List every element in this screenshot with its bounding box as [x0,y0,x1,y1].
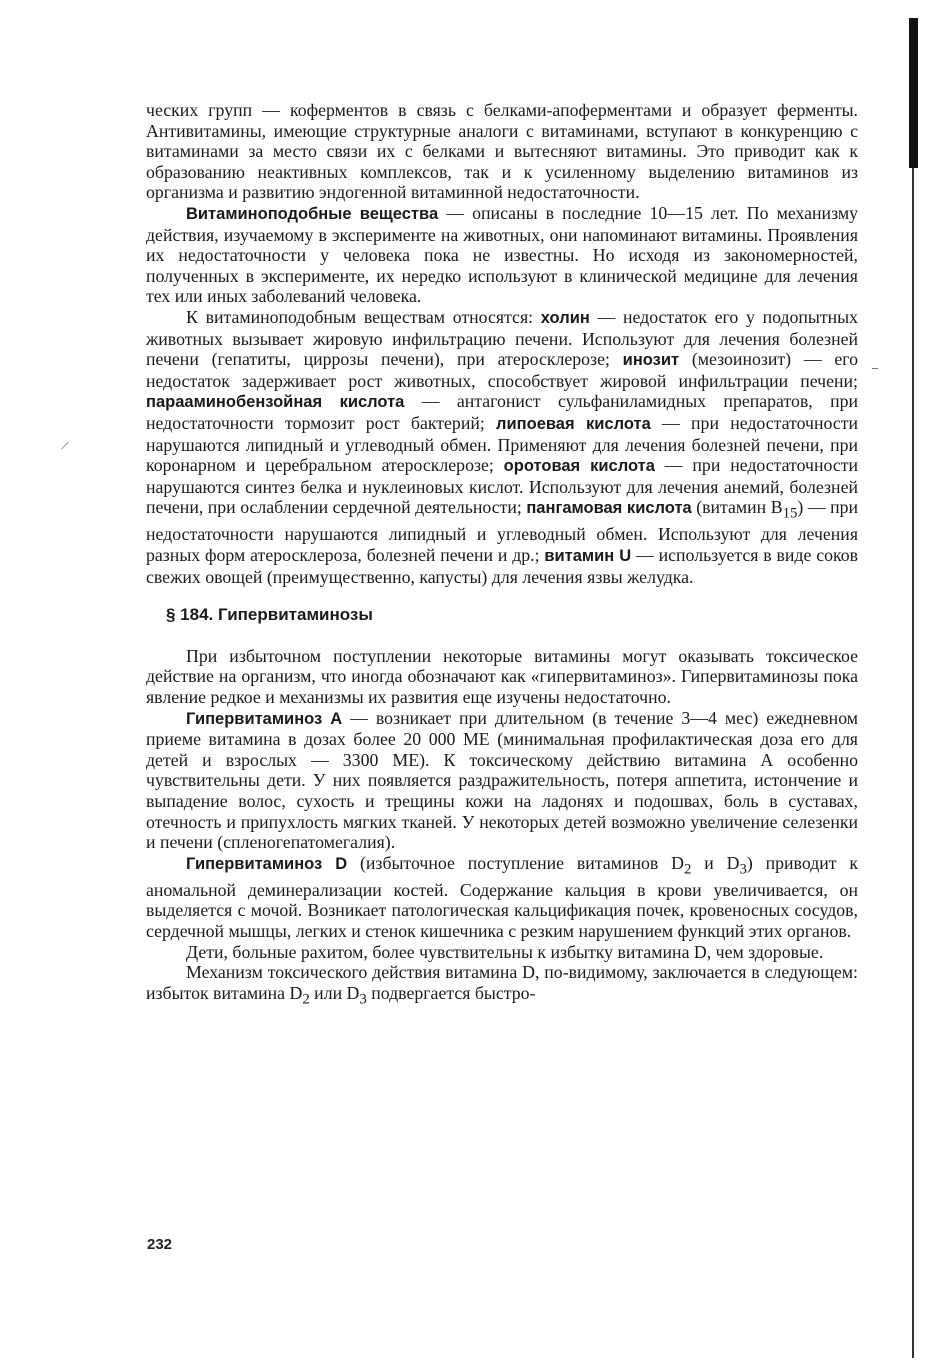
term-inositol: инозит [622,351,680,370]
text-run: — используется в виде соков свежих овощей (преимущественно, капусты) для лечения язвы желудка. [146,545,859,587]
paragraph-hypervitaminosis-intro: При избыточном поступлении некоторые витамины могут оказывать токсическое действие на организм, что иногда обозначают как «гипервитаминоз». Гипервитаминозы пока явление редкое и механизмы их развития еще изучены недостаточно. [146,645,858,707]
term-hypervitaminosis-a: Гипервитаминоз А [186,709,343,728]
text-run: — антагонист сульфаниламидных препаратов, при недостаточности тормозит рост бактерий; [146,391,859,433]
section-heading: § 184. Гипервитаминозы [166,605,373,625]
page-edge-line [912,168,914,1358]
text-run: — при недостаточности нарушаются липидный и углеводный обмен. Применяют для лечения болезней печени, при коронарном и церебральном атеросклерозе; [146,412,858,476]
paragraph-rickets: Дети, больные рахитом, более чувствительны к избытку витамина D, чем здоровые. [186,941,824,962]
subscript: 15 [782,505,798,522]
text-run: (мезоинозит) — его недостаток задерживает рост животных, способствует жировой инфильтрации печени; [146,349,858,391]
text-run: подвергается быстро- [366,982,536,1003]
text-run: ) — при недостаточности нарушаются липидный и углеводный обмен. Используют для лечения разных форм атеросклероза, болезней печени и др.; [146,497,859,566]
text-run: ) приводит к аномальной деминерализации костей. Содержание кальция в крови увеличивается, он выделяется с мочой. Возникает патологическая кальцификация почек, кровеносных сосудов, сердечной мышцы, легких и стенок кишечника с резким нарушением функций этих органов. [146,852,859,942]
term-orotic-acid: оротовая кислота [503,457,655,476]
text-run: Механизм токсического действия витамина D, по-видимому, заключается в следующем: избыток витамина D [146,962,858,1003]
term-choline: холин [540,308,590,327]
text-run: — недостаток его у подопытных животных вызывает жировую инфильтрацию печени. Используют для лечения болезней печени (гепатиты, циррозы печени), при атеросклерозе; [146,306,858,370]
page-edge-bar [909,18,918,168]
subscript: 2 [302,991,310,1008]
subscript: 3 [359,991,367,1008]
scan-mark [872,368,878,369]
text-run: или D [309,982,360,1003]
text-run: (витамин B [691,497,783,518]
term-vitamin-u: витамин U [544,547,632,566]
subscript: 2 [683,861,692,878]
paragraph-text: — возникает при длительном (в течение 3—4 мес) ежедневном приеме витамина в дозах более 20 000 МЕ (минимальная профилактическая доза его для детей и взрослых — 3300 МЕ). К токсическому действию витамина А особенно чувствительны дети. У них появляется раздражительность, потеря аппетита, истончение и выпадение волос, сухость и трещины кожи на ладонях и подошвах, боль в суставах, отечность и припухлость мягких тканей. У некоторых детей возможно увеличение селезенки и печени (спленогепатомегалия). [146,707,858,853]
scan-mark [61,442,69,450]
text-run: К витаминоподобным веществам относятся: [186,306,541,327]
text-run: и D [691,852,740,873]
subscript: 3 [739,861,747,878]
text-run: — при недостаточности нарушаются синтез белка и нуклеиновых кислот. Используют для лечения анемий, болезней печени, при ослаблении сердечной деятельности; [146,455,858,518]
paragraph-mechanism [146,962,858,1010]
term-hypervitaminosis-d: Гипервитаминоз D [186,854,348,873]
term-vitamin-like: Витаминоподобные вещества [186,204,439,223]
text-run: (избыточное поступление витаминов D [347,852,684,873]
term-paba: парааминобензойная кислота [146,393,405,412]
paragraph-antivitamins: ческих групп — коферментов в связь с белками-апоферментами и образует ферменты. Антивитамины, имеющие структурные аналоги с витаминами, вступают в конкуренцию с витаминами за место связи их с белками и вытесняют витамины. Это приводит как к образованию неактивных комплексов, так и к усиленному выделению витаминов из организма и развитию эндогенной витаминной недостаточности. [146,100,858,203]
paragraph-vitamin-like [146,203,858,307]
term-lipoic-acid: липоевая кислота [496,414,651,433]
paragraph-vitamin-like-list [146,307,858,587]
paragraph-text: — описаны в последние 10—15 лет. По механизму действия, изучаемому в эксперименте на животных, они напоминают витамины. Проявления их недостаточности у человека пока не известны. Но исходя из закономерностей, полученных в эксперименте, их нередко используют в клинической медицине для лечения тех или иных заболеваний человека. [146,202,858,307]
paragraph-hypervitaminosis-d [146,853,858,942]
paragraph-hypervitaminosis-a [146,708,858,853]
term-pangamic-acid: пангамовая кислота [526,499,692,518]
page-number: 232 [147,1236,173,1253]
page-body [146,100,858,1010]
